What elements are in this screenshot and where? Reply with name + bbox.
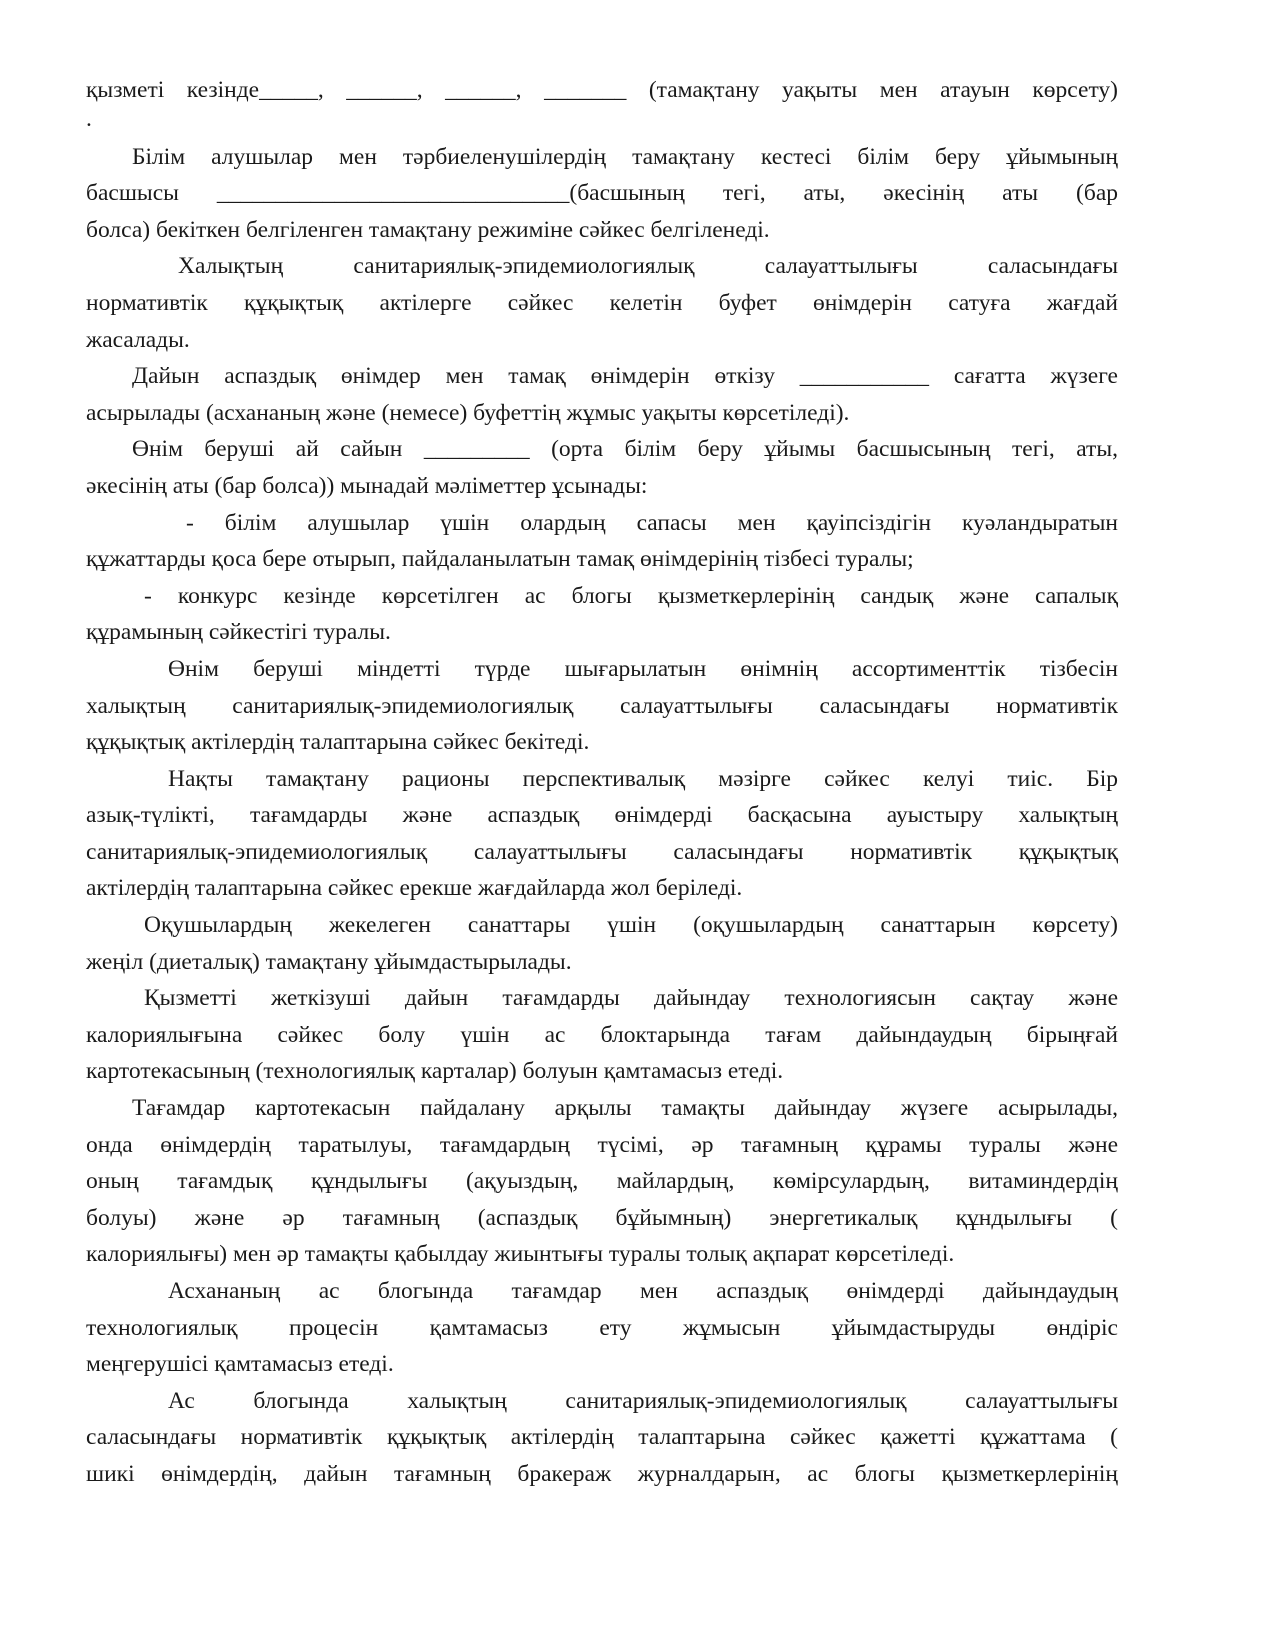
text-line: картотекасының (технологиялық карталар) болуын қамтамасыз етеді. bbox=[86, 1058, 784, 1085]
text-line: жасалады. bbox=[86, 326, 190, 353]
paragraph-first-line: Тағамдар картотекасын пайдалану арқылы тамақты дайындау жүзеге асырылады, bbox=[132, 1095, 1118, 1122]
text-line: . bbox=[86, 105, 92, 132]
paragraph-first-line: Халықтың санитариялық-эпидемиологиялық салауаттылығы саласындағы bbox=[178, 253, 1118, 280]
list-item-first-line: - конкурс кезінде көрсетілген ас блогы қызметкерлерінің сандық және сапалық bbox=[144, 582, 1118, 609]
document-page bbox=[86, 72, 1118, 1493]
text-line: жеңіл (диеталық) тамақтану ұйымдастырылады. bbox=[86, 948, 572, 975]
paragraph-first-line: Қызметті жеткізуші дайын тағамдарды дайындау технологиясын сақтау және bbox=[144, 985, 1118, 1012]
text-line: саласындағы нормативтік құқықтық актілердің талаптарына сәйкес қажетті құжаттама ( bbox=[86, 1424, 1118, 1451]
text-line: әкесінің аты (бар болса)) мынадай мәліметтер ұсынады: bbox=[86, 472, 648, 499]
text-line: асырылады (асхананың және (немесе) буфеттің жұмыс уақыты көрсетіледі). bbox=[86, 399, 850, 426]
text-line: меңгерушісі қамтамасыз етеді. bbox=[86, 1351, 394, 1378]
paragraph-first-line: Өнім беруші міндетті түрде шығарылатын өнімнің ассортименттік тізбесін bbox=[168, 655, 1118, 682]
text-line: болса) бекіткен белгіленген тамақтану режиміне сәйкес белгіленеді. bbox=[86, 216, 770, 243]
text-line: оның тағамдық құндылығы (ақуыздың, майлардың, көмірсулардың, витаминдердің bbox=[86, 1168, 1118, 1195]
text-line: санитариялық-эпидемиологиялық салауаттылығы саласындағы нормативтік құқықтық bbox=[86, 838, 1118, 865]
text-line: болуы) және әр тағамның (аспаздық бұйымның) энергетикалық құндылығы ( bbox=[86, 1204, 1118, 1231]
paragraph-first-line: Білім алушылар мен тәрбиеленушілердің тамақтану кестесі білім беру ұйымының bbox=[132, 143, 1118, 170]
text-line: нормативтік құқықтық актілерге сәйкес келетін буфет өнімдерін сатуға жағдай bbox=[86, 289, 1118, 316]
text-line: басшысы ______________________________(басшының тегі, аты, әкесінің аты (бар bbox=[86, 180, 1118, 207]
text-line: шикі өнімдердің, дайын тағамның бракераж журналдарын, ас блогы қызметкерлерінің bbox=[86, 1460, 1118, 1487]
paragraph-first-line: Дайын аспаздық өнімдер мен тамақ өнімдерін өткізу ___________ сағатта жүзеге bbox=[132, 363, 1118, 390]
text-line: құқықтық актілердің талаптарына сәйкес бекітеді. bbox=[86, 729, 590, 756]
paragraph-first-line: Нақты тамақтану рационы перспективалық мәзірге сәйкес келуі тиіс. Бір bbox=[168, 765, 1118, 792]
text-line: актілердің талаптарына сәйкес ерекше жағдайларда жол беріледі. bbox=[86, 875, 743, 902]
text-line: азық-түлікті, тағамдарды және аспаздық өнімдерді басқасына ауыстыру халықтың bbox=[86, 802, 1118, 829]
paragraph-first-line: Өнім беруші ай сайын _________ (орта білім беру ұйымы басшысының тегі, аты, bbox=[132, 436, 1118, 463]
paragraph-first-line: Оқушылардың жекелеген санаттары үшін (оқушылардың санаттарын көрсету) bbox=[144, 912, 1118, 939]
text-line: қызметі кезінде_____, ______, ______, _______ (тамақтану уақыты мен атауын көрсету) bbox=[86, 77, 1118, 103]
list-item-first-line: - білім алушылар үшін олардың сапасы мен қауіпсіздігін куәландыратын bbox=[186, 509, 1118, 536]
text-line: технологиялық процесін қамтамасыз ету жұмысын ұйымдастыруды өндіріс bbox=[86, 1314, 1118, 1341]
text-line: халықтың санитариялық-эпидемиологиялық салауаттылығы саласындағы нормативтік bbox=[86, 692, 1118, 719]
text-line: калориялығына сәйкес болу үшін ас блоктарында тағам дайындаудың бірыңғай bbox=[86, 1021, 1118, 1048]
text-line: құрамының сәйкестігі туралы. bbox=[86, 619, 391, 646]
text-line: онда өнімдердің таратылуы, тағамдардың түсімі, әр тағамның құрамы туралы және bbox=[86, 1131, 1118, 1158]
text-line: құжаттарды қоса бере отырып, пайдаланылатын тамақ өнімдерінің тізбесі туралы; bbox=[86, 546, 914, 573]
text-line: калориялығы) мен әр тамақты қабылдау жиынтығы туралы толық ақпарат көрсетіледі. bbox=[86, 1241, 955, 1268]
paragraph-first-line: Ас блогында халықтың санитариялық-эпидемиологиялық салауаттылығы bbox=[168, 1387, 1118, 1414]
paragraph-first-line: Асхананың ас блогында тағамдар мен аспаздық өнімдерді дайындаудың bbox=[168, 1278, 1118, 1304]
